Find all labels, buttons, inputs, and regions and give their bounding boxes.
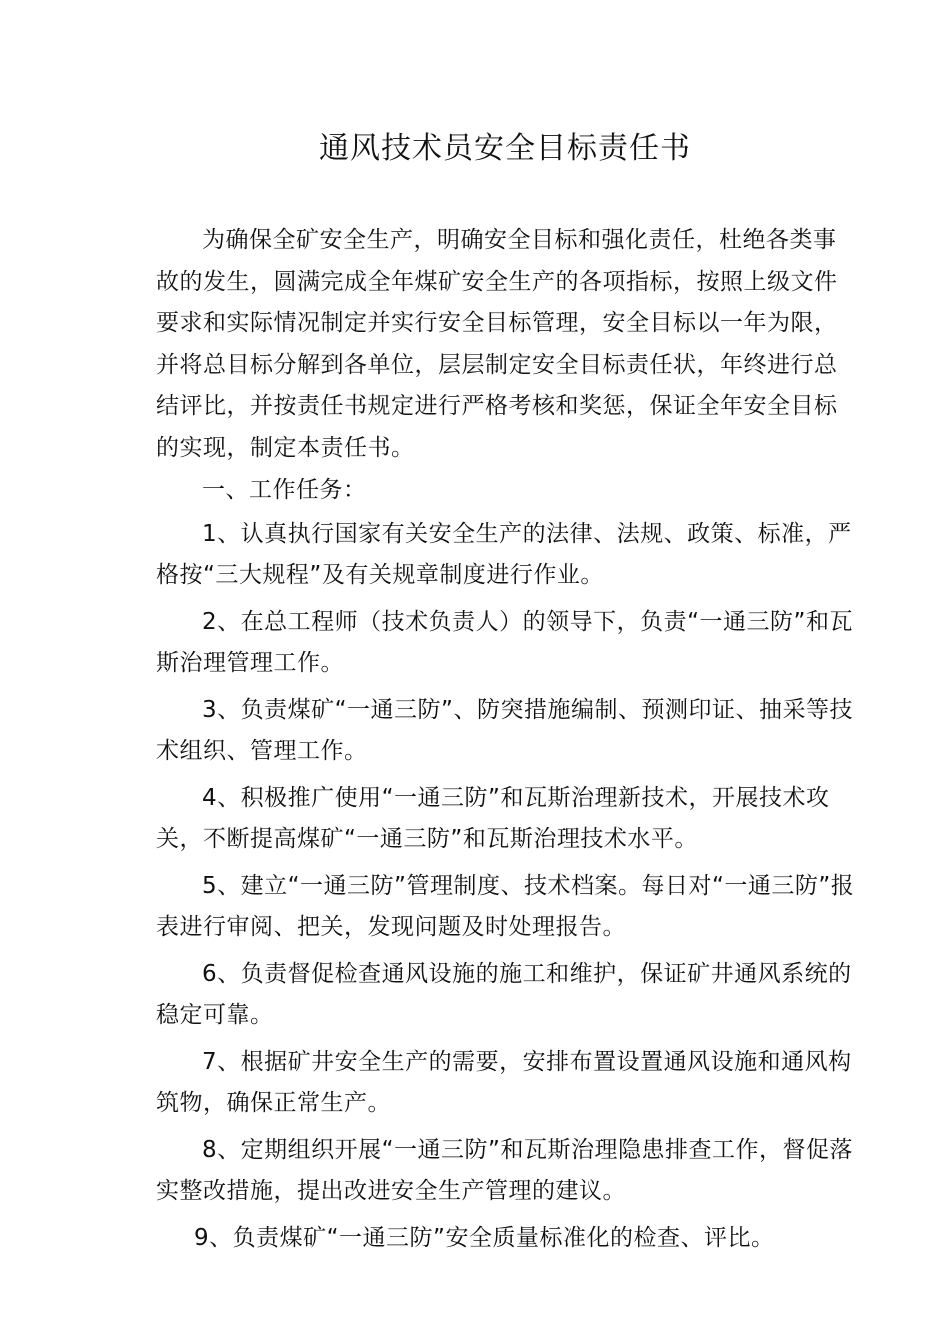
task-item-1: 1、认真执行国家有关安全生产的法律、法规、政策、标准，严格按“三大规程”及有关规章制度进行作业。 (156, 520, 852, 588)
task-item-7: 7、根据矿井安全生产的需要，安排布置设置通风设施和通风构筑物，确保正常生产。 (156, 1048, 852, 1116)
document-title: 通风技术员安全目标责任书 (319, 131, 691, 166)
task-item-2: 2、在总工程师（技术负责人）的领导下，负责“一通三防”和瓦斯治理管理工作。 (156, 608, 853, 676)
section-heading-work-tasks: 一、工作任务： (202, 477, 367, 503)
task-item-5: 5、建立“一通三防”管理制度、技术档案。每日对“一通三防”报表进行审阅、把关，发现问题及时处理报告。 (156, 872, 855, 940)
task-item-3: 3、负责煤矿“一通三防”、防突措施编制、预测印证、抽采等技术组织、管理工作。 (156, 696, 853, 764)
task-item-8: 8、定期组织开展“一通三防”和瓦斯治理隐患排查工作，督促落实整改措施，提出改进安全生产管理的建议。 (156, 1136, 853, 1204)
document-body (156, 220, 856, 1259)
task-item-6: 6、负责督促检查通风设施的施工和维护，保证矿井通风系统的稳定可靠。 (156, 960, 852, 1028)
task-item-9: 9、负责煤矿“一通三防”安全质量标准化的检查、评比。 (194, 1224, 775, 1251)
intro-paragraph: 为确保全矿安全生产，明确安全目标和强化责任，杜绝各类事故的发生，圆满完成全年煤矿安全生产的各项指标，按照上级文件要求和实际情况制定并实行安全目标管理，安全目标以一年为限，并将总目标分解到各单位，层层制定安全目标责任状，年终进行总结评比，并按责任书规定进行严格考核和奖惩，保证全年安全目标的实现，制定本责任书。 (156, 227, 838, 461)
task-item-4: 4、积极推广使用“一通三防”和瓦斯治理新技术，开展技术攻关，不断提高煤矿“一通三防”和瓦斯治理技术水平。 (156, 784, 830, 852)
